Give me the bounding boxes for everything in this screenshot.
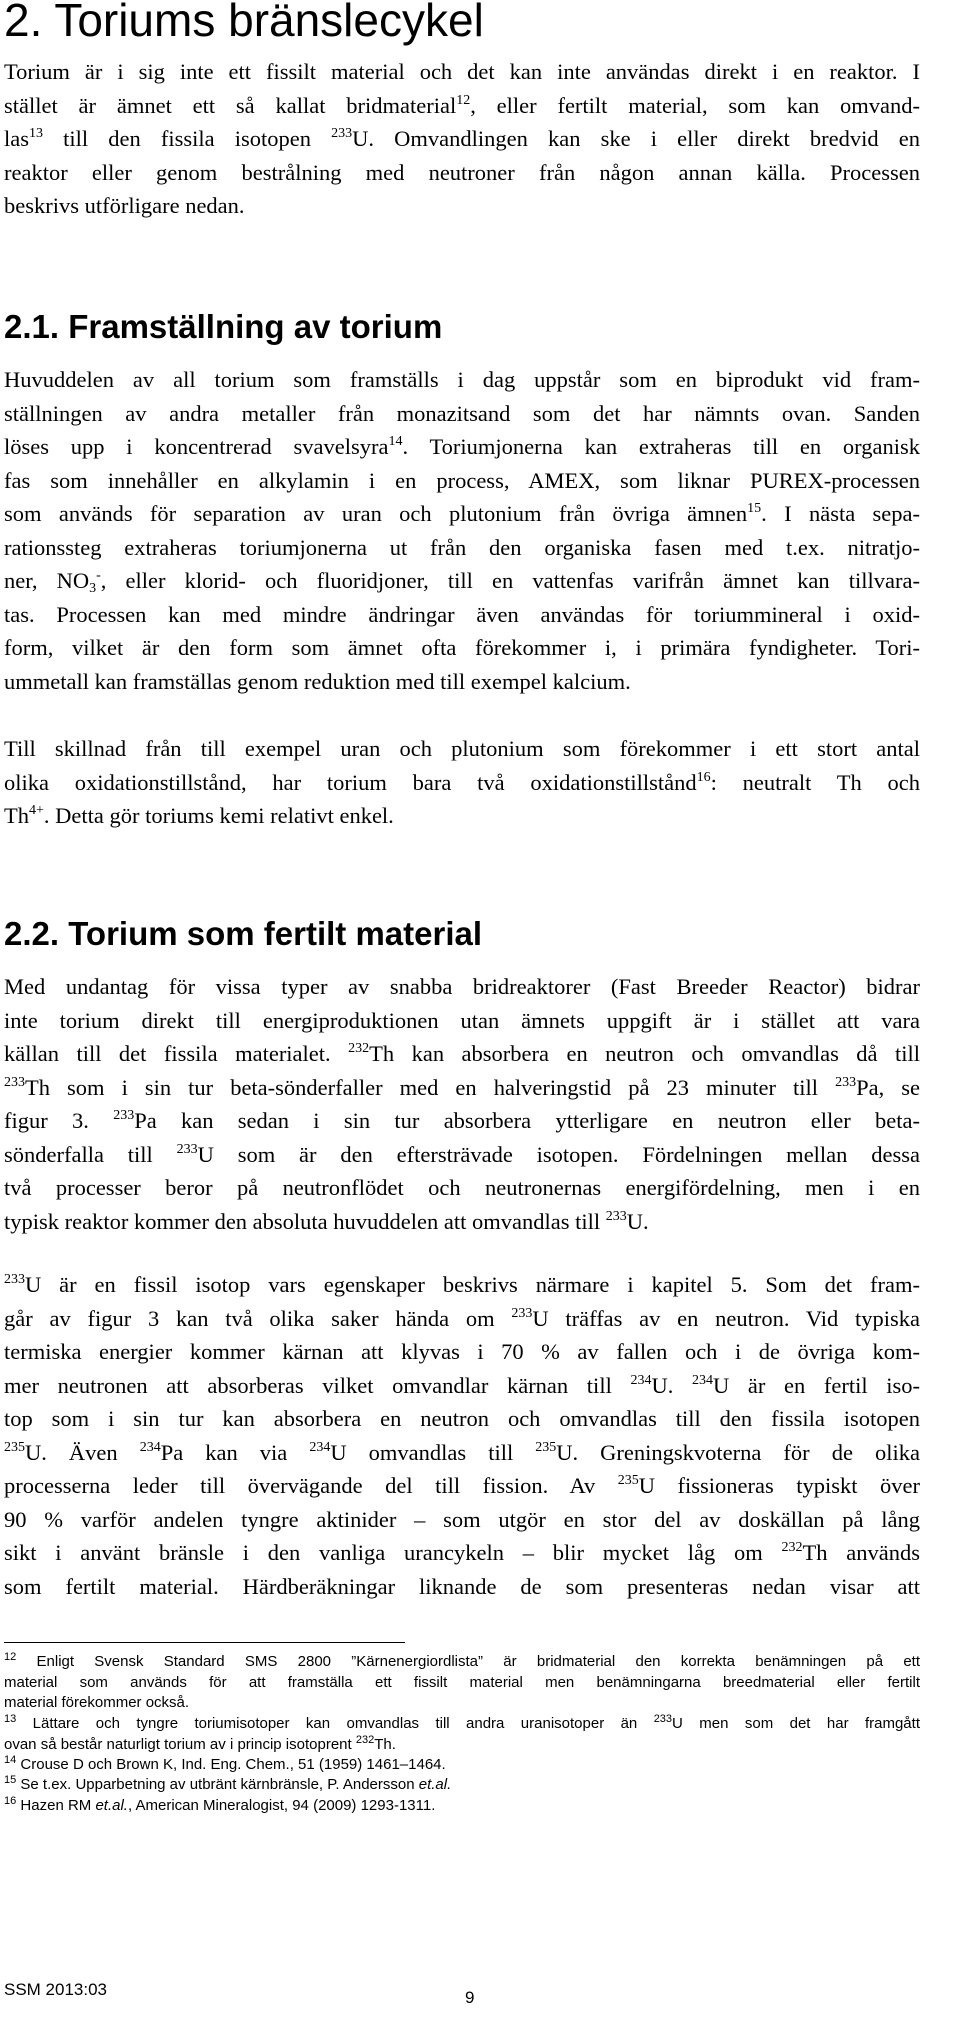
paragraph-fertilt-2: $^{233}$U är en fissil isotop vars egenskaper beskrivs närmare i kapitel 5. Som det fram- går av figur 3 kan två olika saker hända om $^{233}$U träffas av en neutron. Vid typiska termiska energier kommer kärnan att klyvas i 70 % av fallen och i de övriga kom- mer neutronen att absorberas vilket omvandlar kärnan till $^{234}$U. $^{234}$U är en fertil iso- top som i sin tur kan absorbera en neutron och omvandlas till den fissila isotopen $^{235}$U. Även $^{234}$Pa kan via $^{234}$U omvandlas till $^{235}$U. Greningskvoterna för de olika processerna leder till övervägande del till fission. Av $^{235}$U fissioneras typiskt över 90 % varför andelen tyngre aktinider – som utgör en stor del av doskällan på lång sikt i använt bränsle i den vanliga urancykeln – blir mycket låg om $^{232}$Th används som fertilt material. Härdberäkningar liknande de som presenteras nedan visar att [4,1272,921,1599]
subsection-title-2-1: 2.1. Framställning av torium [4,308,443,345]
intro-paragraph: Torium är i sig inte ett fissilt material och det kan inte användas direkt i en reaktor. I stället är ämnet ett så kallat bridmaterial$^{12}$, eller fertilt material, som kan omvand- las$^{13}$ till den fissila isotopen $^{233}$U. Omvandlingen kan ske i eller direkt bredvid en reaktor eller genom bestrålning med neutroner från någon annan källa. Processen beskrivs utförligare nedan. [4,59,921,218]
paragraph-framstallning-2: Till skillnad från till exempel uran och plutonium som förekommer i ett stort antal olika oxidationstillstånd, har torium bara två oxidationstillstånd$^{16}$: neutralt Th och $Th^{4+}$. Detta gör toriums kemi relativt enkel. [4,736,920,828]
subsection-title-2-2: 2.2. Torium som fertilt material [4,915,483,952]
footnote-12: $^{12}$ Enligt Svensk Standard SMS 2800 ”Kärnenergiordlista” är bridmaterial den korrekta benämningen på ett material som används för att framställa ett fissilt material men benämningarna breedmaterial eller fertilt material förekommer också. [4,1651,920,1711]
footnote-15: $^{15}$ Se t.ex. Upparbetning av utbränt kärnbränsle, P. Andersson et.al. [4,1774,452,1793]
page-number: 9 [465,1988,475,2007]
footnote-16: $^{16}$ Hazen RM et.al., American Mineralogist, 94 (2009) 1293-1311. [4,1795,436,1814]
paragraph-fertilt-1: Med undantag för vissa typer av snabba bridreaktorer (Fast Breeder Reactor) bidrar inte torium direkt till energiproduktionen utan ämnets uppgift är i stället att vara källan till det fissila materialet. $^{232}$Th kan absorbera en neutron och omvandlas då till $^{233}$Th som i sin tur beta-sönderfaller med en halveringstid på 23 minuter till $^{233}$Pa, se figur 3. $^{233}$Pa kan sedan i sin tur absorbera ytterligare en neutron eller beta- sönderfalla till $^{233}$U som är den eftersträvade isotopen. Fördelningen mellan dessa två processer beror på neutronflödet och neutronernas energifördelning, men i en typisk reaktor kommer den absoluta huvuddelen att omvandlas till $^{233}$U. [4,974,920,1234]
footer-series: SSM 2013:03 [4,1980,108,1999]
paragraph-framstallning-1: Huvuddelen av all torium som framställs i dag uppstår som en biprodukt vid fram- ställningen av andra metaller från monazitsand som det har nämnts ovan. Sanden löses upp i koncentrerad svavelsyra$^{14}$. Toriumjonerna kan extraheras till en organisk fas som innehåller en alkylamin i en process, AMEX, som liknar PUREX-processen som används för separation av uran och plutonium från övriga ämnen$^{15}$. I nästa sepa- rationssteg extraheras toriumjonerna ut från den organiska fasen med t.ex. nitratjo- ner, $NO_3^-$, eller klorid- och fluoridjoner, till en vattenfas varifrån ämnet kan tillvara- tas. Processen kan med mindre ändringar även användas för toriummineral i oxid- form, vilket är den form som ämnet ofta förekommer i, i primära fyndigheter. Tori- ummetall kan framställas genom reduktion med till exempel kalcium. [4,367,921,694]
footnote-separator [4,1642,405,1643]
footnote-13: $^{13}$ Lättare och tyngre toriumisotoper kan omvandlas till andra uranisotoper än $^{233}$U men som det har framgått ovan så består naturligt torium av i princip isotoprent $^{232}$Th. [4,1713,920,1753]
section-title: 2. Toriums bränslecykel [4,0,484,46]
footnote-14: $^{14}$ Crouse D och Brown K, Ind. Eng. Chem., 51 (1959) 1461–1464. [4,1754,446,1773]
